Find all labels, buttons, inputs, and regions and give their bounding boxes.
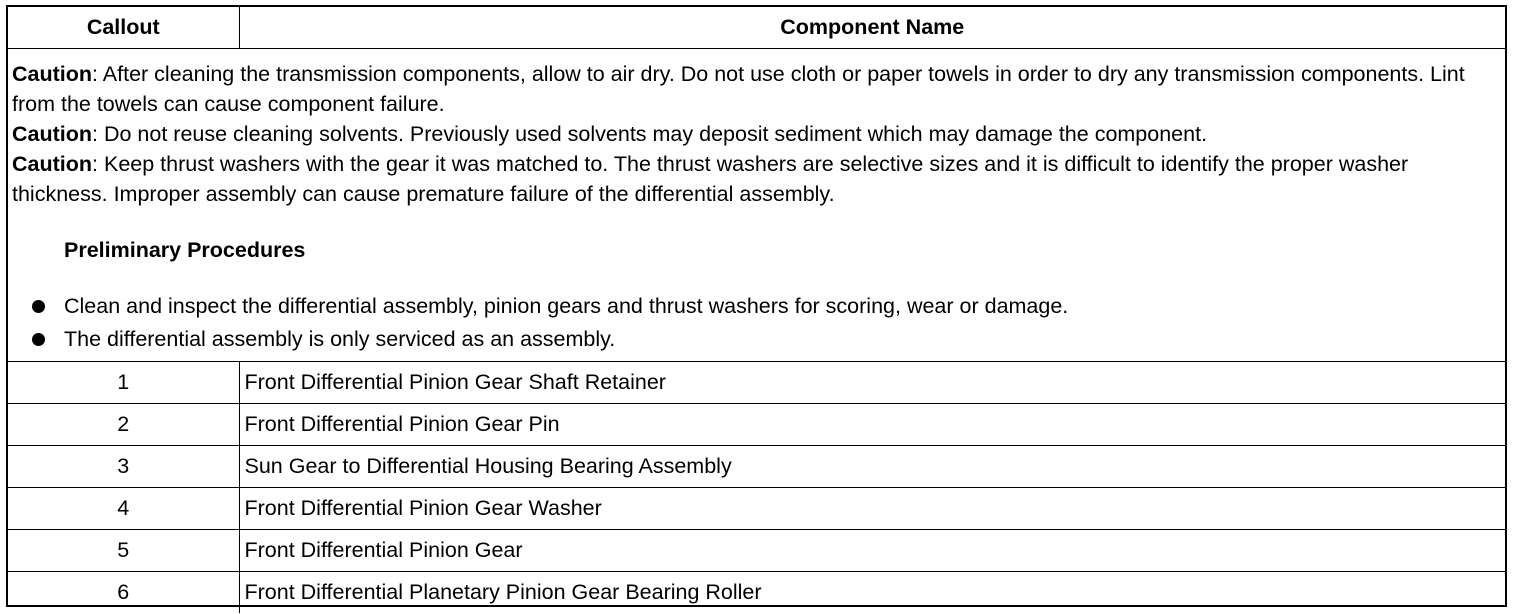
caution-2 <box>12 119 1505 149</box>
component-name-cell: Sun Gear to Differential Housing Bearing Assembly <box>239 446 1505 488</box>
callout-cell: 5 <box>8 530 239 572</box>
caution-3 <box>12 149 1505 209</box>
list-item <box>12 323 1505 356</box>
table-row <box>8 488 1505 530</box>
caution-1 <box>12 59 1505 119</box>
component-name-cell: Front Differential Pinion Gear Washer <box>239 488 1505 530</box>
callout-cell: 6 <box>8 572 239 614</box>
component-name-cell: Front Differential Pinion Gear Pin <box>239 404 1505 446</box>
list-item-text: The differential assembly is only serviced as an assembly. <box>64 327 616 351</box>
bullet-icon <box>32 300 45 313</box>
component-name-cell: Front Differential Planetary Pinion Gear Bearing Roller <box>239 572 1505 614</box>
table-row <box>8 362 1505 404</box>
bullet-icon <box>32 333 45 346</box>
table-row <box>8 446 1505 488</box>
component-table <box>8 7 1505 613</box>
callout-cell: 3 <box>8 446 239 488</box>
preliminary-procedures-title: Preliminary Procedures <box>64 238 306 262</box>
caution-text: : Keep thrust washers with the gear it was matched to. The thrust washers are selective sizes and it is difficult to identify the proper washer thickness. Improper assembly can cause premature failure of the differential assembly. <box>12 152 1409 206</box>
preliminary-procedures-list <box>12 290 1505 356</box>
list-item <box>12 290 1505 323</box>
caution-text: : Do not reuse cleaning solvents. Previously used solvents may deposit sediment which may damage the component. <box>92 122 1208 146</box>
table-row <box>8 404 1505 446</box>
component-table-frame <box>6 5 1507 607</box>
caution-label: Caution <box>12 62 93 86</box>
header-callout: Callout <box>8 7 239 49</box>
caution-label: Caution <box>12 152 93 176</box>
table-row <box>8 572 1505 614</box>
callout-cell: 4 <box>8 488 239 530</box>
component-name-cell: Front Differential Pinion Gear <box>239 530 1505 572</box>
table-row <box>8 530 1505 572</box>
component-name-cell: Front Differential Pinion Gear Shaft Retainer <box>239 362 1505 404</box>
caution-label: Caution <box>12 122 93 146</box>
callout-cell: 2 <box>8 404 239 446</box>
header-component-name: Component Name <box>239 7 1505 49</box>
caution-text: : After cleaning the transmission components, allow to air dry. Do not use cloth or paper towels in order to dry any transmission components. Lint from the towels can cause component failure. <box>12 62 1465 116</box>
notes-row <box>8 49 1505 362</box>
header-row <box>8 7 1505 49</box>
notes-cell <box>8 49 1505 362</box>
callout-cell: 1 <box>8 362 239 404</box>
list-item-text: Clean and inspect the differential assembly, pinion gears and thrust washers for scoring, wear or damage. <box>64 294 1069 318</box>
